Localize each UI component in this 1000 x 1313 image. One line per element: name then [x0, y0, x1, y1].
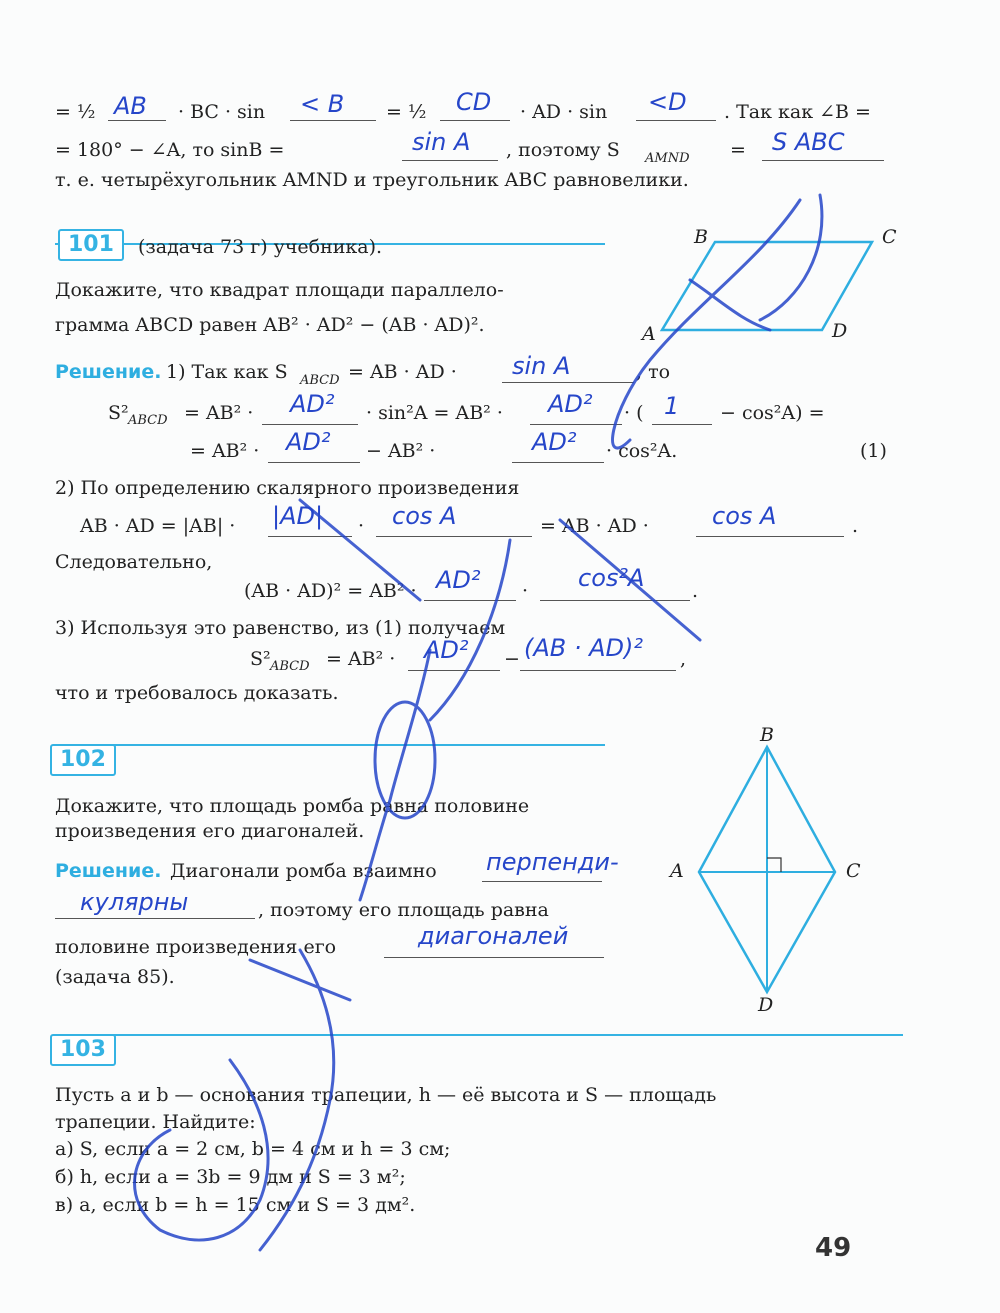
- problem-102-number: 102: [50, 744, 116, 776]
- parallelogram-figure: [640, 220, 910, 350]
- s101-7b: ·: [522, 580, 529, 602]
- rhombus-label-d: D: [758, 994, 774, 1016]
- s101-7c: .: [692, 580, 699, 602]
- handwritten-ab-ad: (AB · AD)²: [524, 634, 644, 662]
- rhombus-label-a: A: [670, 860, 684, 882]
- problem-102-text2: произведения его диагоналей.: [55, 820, 365, 842]
- handwritten-1: 1: [664, 392, 680, 420]
- top-line1-c: = ½: [386, 101, 427, 123]
- equation-number-1: (1): [860, 440, 887, 462]
- s101-2c: · sin²A = AB² ·: [366, 402, 503, 424]
- s101-9d: ,: [680, 648, 687, 670]
- top-line1-a: = ½: [55, 101, 96, 123]
- s101-3b: − AB² ·: [366, 440, 436, 462]
- problem-103-c: в) a, если b = h = 15 см и S = 3 дм².: [55, 1194, 416, 1216]
- handwritten-ad2-4: AD²: [532, 428, 577, 456]
- handwritten-cos2a: cos²A: [578, 564, 645, 592]
- handwritten-sina: sin A: [412, 128, 471, 156]
- parallelogram-label-d: D: [832, 320, 848, 342]
- problem-103-b: б) h, если a = 3b = 9 дм и S = 3 м²;: [55, 1166, 406, 1188]
- s101-2a-sub: ABCD: [128, 413, 168, 428]
- s101-9a: S²: [250, 648, 271, 670]
- solution-label-102: Решение.: [55, 860, 162, 882]
- s101-9c: −: [504, 648, 520, 670]
- handwritten-sina-2: sin A: [512, 352, 571, 380]
- handwritten-kulyarny: кулярны: [80, 888, 189, 916]
- s101-2e: − cos²A) =: [720, 402, 825, 424]
- handwritten-sabc: S ABC: [772, 128, 845, 156]
- handwritten-cosa: cos A: [392, 502, 457, 530]
- top-line3: т. е. четырёхугольник AMND и треугольник ABC равновелики.: [55, 169, 689, 191]
- handwritten-ad2-3: AD²: [286, 428, 331, 456]
- parallelogram-label-a: A: [642, 323, 656, 345]
- problem-103-a: а) S, если a = 2 см, b = 4 см и h = 3 см;: [55, 1138, 451, 1160]
- s101-7a: (AB · AD)² = AB² ·: [244, 580, 417, 602]
- handwritten-ad2-1: AD²: [290, 390, 335, 418]
- s101-5b: ·: [358, 515, 365, 537]
- top-line1-e: . Так как ∠B =: [724, 101, 871, 123]
- problem-101-ref: (задача 73 г) учебника).: [138, 236, 383, 258]
- s102-3: половине произведения его: [55, 936, 337, 958]
- problem-103-text1: Пусть a и b — основания трапеции, h — её высота и S — площадь: [55, 1084, 717, 1106]
- problem-103-number: 103: [50, 1034, 116, 1066]
- s101-3c: · cos²A.: [606, 440, 678, 462]
- problem-102-text1: Докажите, что площадь ромба равна половине: [55, 795, 530, 817]
- s101-10: что и требовалось доказать.: [55, 682, 339, 704]
- s101-6: Следовательно,: [55, 551, 213, 573]
- parallelogram-label-c: C: [882, 226, 897, 248]
- handwritten-ad2-2: AD²: [548, 390, 593, 418]
- handwritten-ad-abs: |AD|: [272, 502, 324, 530]
- rhombus-label-c: C: [846, 860, 861, 882]
- solution-label-101: Решение.: [55, 361, 162, 383]
- problem-103-text2: трапеции. Найдите:: [55, 1111, 256, 1133]
- s102-4: (задача 85).: [55, 966, 175, 988]
- handwritten-angle-b: < B: [300, 90, 345, 118]
- s101-4: 2) По определению скалярного произведения: [55, 477, 520, 499]
- problem-101-text1: Докажите, что квадрат площади параллело-: [55, 279, 504, 301]
- handwritten-ad2-6: AD²: [424, 636, 469, 664]
- top-line1-b: · BC · sin: [178, 101, 266, 123]
- parallelogram-label-b: B: [694, 226, 708, 248]
- problem-101-text2: грамма ABCD равен AB² · AD² − (AB · AD)².: [55, 314, 485, 336]
- handwritten-cosa-2: cos A: [712, 502, 777, 530]
- s101-5c: = AB · AD ·: [540, 515, 649, 537]
- top-line1-d: · AD · sin: [520, 101, 608, 123]
- s101-1a-sub: ABCD: [300, 373, 340, 388]
- problem-101-number: 101: [58, 229, 124, 261]
- s101-9a-sub: ABCD: [270, 659, 310, 674]
- s101-1a: 1) Так как S: [166, 361, 288, 383]
- s101-5d: .: [852, 515, 859, 537]
- page-number: 49: [815, 1233, 852, 1263]
- handwritten-diagonals: диагоналей: [418, 922, 569, 950]
- top-line2-a: = 180° − ∠A, то sinB =: [55, 139, 285, 161]
- s101-9b: = AB² ·: [326, 648, 396, 670]
- s101-2d: · (: [624, 402, 644, 424]
- top-line2-c: =: [730, 139, 746, 161]
- s102-2: , поэтому его площадь равна: [258, 899, 549, 921]
- handwritten-ad2-5: AD²: [436, 566, 481, 594]
- s101-1b: = AB · AD ·: [348, 361, 457, 383]
- s102-1: Диагонали ромба взаимно: [170, 860, 437, 882]
- s101-2b: = AB² ·: [184, 402, 254, 424]
- handwritten-perpendi: перпенди-: [486, 848, 619, 876]
- s101-5a: AB · AD = |AB| ·: [80, 515, 236, 537]
- top-line2-sub: AMND: [645, 151, 690, 166]
- rhombus-label-b: B: [760, 724, 774, 746]
- s101-3a: = AB² ·: [190, 440, 260, 462]
- handwritten-ab: AB: [114, 92, 147, 120]
- handwritten-cd: CD: [456, 88, 492, 116]
- s101-1c: , то: [636, 361, 671, 383]
- handwritten-angle-d: <D: [648, 88, 687, 116]
- top-line2-b: , поэтому S: [506, 139, 620, 161]
- s101-8: 3) Используя это равенство, из (1) получаем: [55, 617, 506, 639]
- s101-2a: S²: [108, 402, 129, 424]
